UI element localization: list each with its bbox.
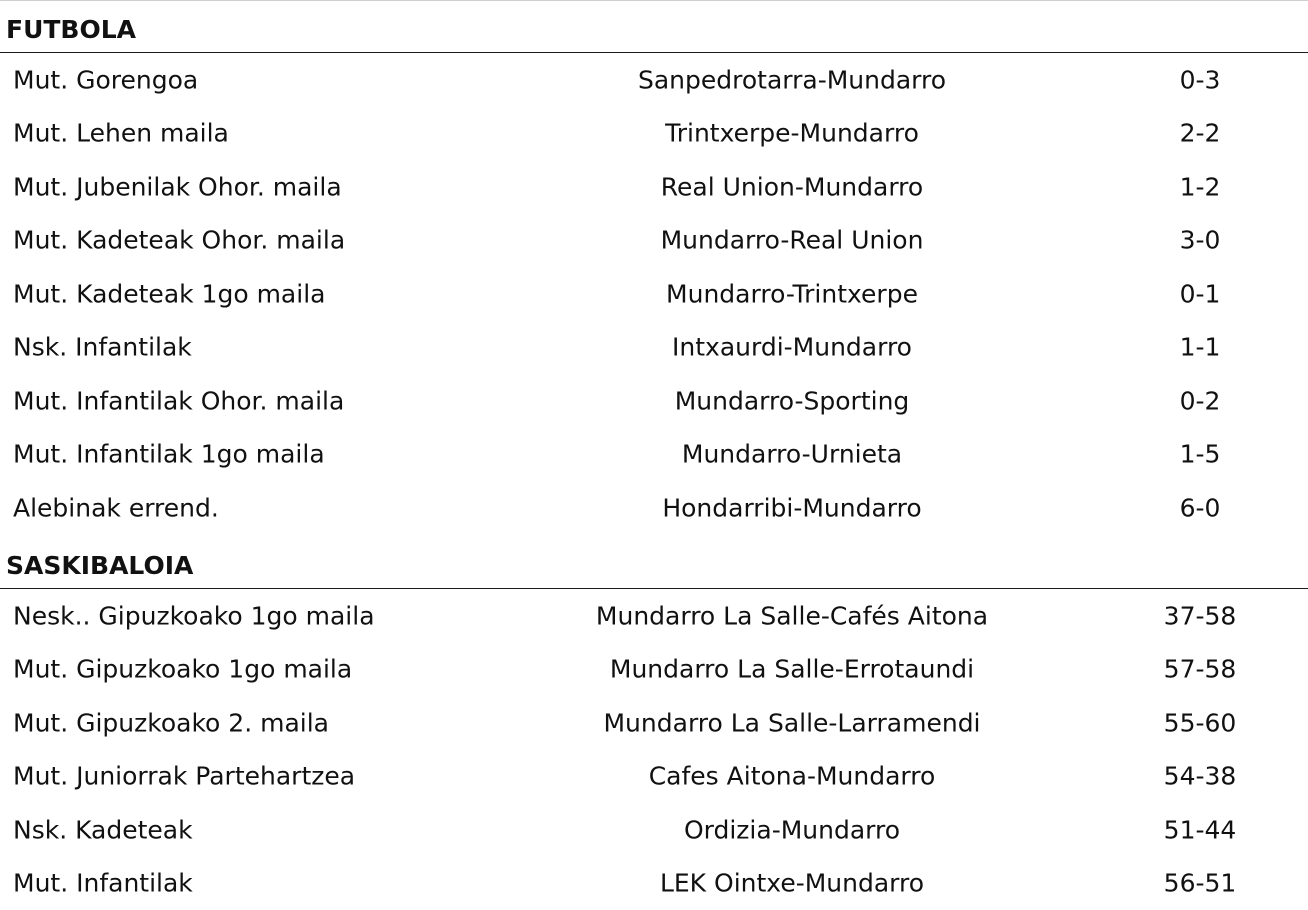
- category-cell: Mut. Gipuzkoako 1go maila: [13, 655, 352, 684]
- match-cell: Mundarro-Trintxerpe: [666, 279, 918, 308]
- category-cell: Mut. Gorengoa: [13, 65, 198, 94]
- match-cell: Ordizia-Mundarro: [684, 815, 900, 844]
- match-cell: Cafes Aitona-Mundarro: [649, 762, 936, 791]
- score-cell: 2-2: [1180, 119, 1221, 148]
- score-cell: 57-58: [1164, 655, 1237, 684]
- match-cell: Hondarribi-Mundarro: [662, 493, 921, 522]
- table-row: [0, 214, 1308, 268]
- table-row: [0, 267, 1308, 321]
- match-cell: Mundarro-Sporting: [675, 386, 910, 415]
- table-row: [0, 321, 1308, 375]
- score-cell: 55-60: [1164, 708, 1237, 737]
- score-cell: 0-3: [1180, 65, 1221, 94]
- match-cell: Mundarro La Salle-Cafés Aitona: [596, 601, 988, 630]
- score-cell: 0-2: [1180, 386, 1221, 415]
- category-cell: Nsk. Infantilak: [13, 333, 192, 362]
- score-cell: 3-0: [1180, 226, 1221, 255]
- table-row: [0, 160, 1308, 214]
- score-cell: 6-0: [1180, 493, 1221, 522]
- score-cell: 1-2: [1180, 172, 1221, 201]
- score-cell: 54-38: [1164, 762, 1237, 791]
- score-cell: 56-51: [1164, 869, 1237, 898]
- table-row: [0, 857, 1308, 910]
- table-row: [0, 481, 1308, 535]
- score-cell: 37-58: [1164, 601, 1237, 630]
- table-row: [0, 374, 1308, 428]
- score-cell: 1-5: [1180, 440, 1221, 469]
- score-cell: 0-1: [1180, 279, 1221, 308]
- match-cell: LEK Ointxe-Mundarro: [660, 869, 924, 898]
- match-cell: Mundarro-Real Union: [661, 226, 924, 255]
- match-cell: Intxaurdi-Mundarro: [672, 333, 912, 362]
- category-cell: Mut. Infantilak 1go maila: [13, 440, 325, 469]
- section-title-text: FUTBOLA: [6, 17, 136, 42]
- match-cell: Sanpedrotarra-Mundarro: [638, 65, 946, 94]
- section-saskibaloia: [0, 536, 1308, 910]
- category-cell: Alebinak errend.: [13, 493, 219, 522]
- category-cell: Mut. Jubenilak Ohor. maila: [13, 172, 342, 201]
- table-row: [0, 696, 1308, 750]
- match-cell: Real Union-Mundarro: [661, 172, 923, 201]
- table-row: [0, 107, 1308, 161]
- table-row: [0, 643, 1308, 697]
- table-row: [0, 53, 1308, 107]
- match-cell: Mundarro La Salle-Errotaundi: [610, 655, 974, 684]
- match-cell: Trintxerpe-Mundarro: [665, 119, 919, 148]
- section-title-text: SASKIBALOIA: [6, 553, 193, 578]
- category-cell: Mut. Kadeteak 1go maila: [13, 279, 325, 308]
- match-cell: Mundarro La Salle-Larramendi: [603, 708, 980, 737]
- table-row: [0, 750, 1308, 804]
- match-cell: Mundarro-Urnieta: [682, 440, 902, 469]
- category-cell: Nsk. Kadeteak: [13, 815, 193, 844]
- section-title: [0, 536, 1308, 589]
- category-cell: Mut. Lehen maila: [13, 119, 229, 148]
- score-cell: 1-1: [1180, 333, 1221, 362]
- category-cell: Mut. Juniorrak Partehartzea: [13, 762, 355, 791]
- score-cell: 51-44: [1164, 815, 1237, 844]
- category-cell: Nesk.. Gipuzkoako 1go maila: [13, 601, 375, 630]
- category-cell: Mut. Gipuzkoako 2. maila: [13, 708, 329, 737]
- table-row: [0, 589, 1308, 643]
- category-cell: Mut. Kadeteak Ohor. maila: [13, 226, 345, 255]
- table-row: [0, 428, 1308, 482]
- table-row: [0, 803, 1308, 857]
- category-cell: Mut. Infantilak Ohor. maila: [13, 386, 344, 415]
- category-cell: Mut. Infantilak: [13, 869, 193, 898]
- section-title: [0, 0, 1308, 53]
